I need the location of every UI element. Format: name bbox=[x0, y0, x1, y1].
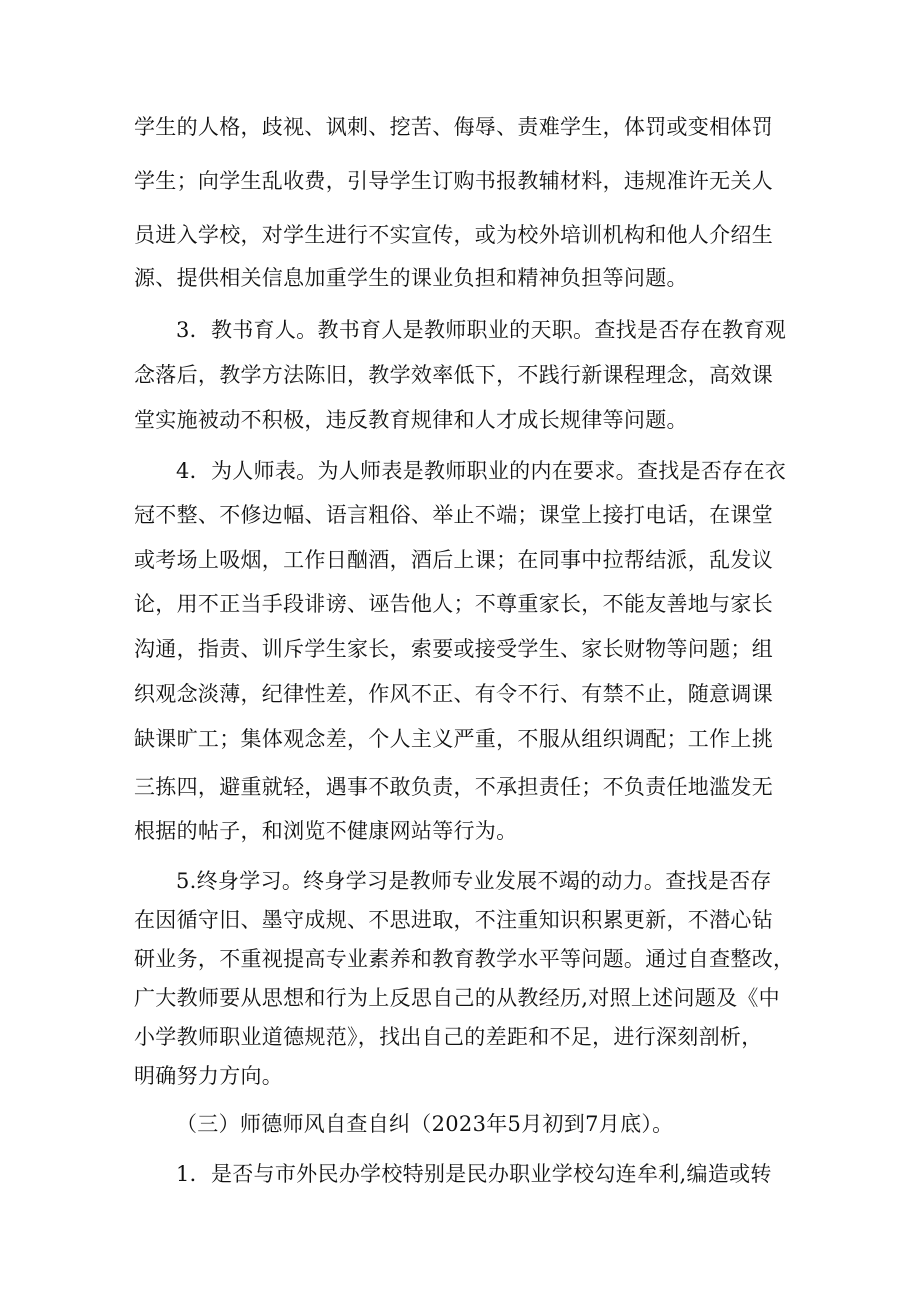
paragraph-line: 冠不整、不修边幅、语言粗俗、举止不端；课堂上接打电话，在课堂 bbox=[134, 503, 773, 527]
paragraph-line: 或考场上吸烟，工作日酗酒，酒后上课；在同事中拉帮结派，乱发议 bbox=[134, 548, 773, 572]
paragraph-line: 论，用不正当手段诽谤、诬告他人；不尊重家长，不能友善地与家长 bbox=[134, 592, 773, 616]
paragraph-line: 3．教书育人。教书育人是教师职业的天职。查找是否存在教育观 bbox=[176, 318, 787, 342]
paragraph-line: 4．为人师表。为人师表是教师职业的内在要求。查找是否存在衣 bbox=[176, 459, 787, 483]
paragraph-line: 员进入学校，对学生进行不实宣传，或为校外培训机构和他人介绍生 bbox=[134, 223, 773, 247]
paragraph-line: 研业务，不重视提高专业素养和教育教学水平等问题。通过自查整改， bbox=[134, 947, 795, 971]
paragraph-line: 三拣四，避重就轻，遇事不敢负责，不承担责任；不负责任地滥发无 bbox=[134, 775, 773, 799]
paragraph-line: 广大教师要从思想和行为上反思自己的从教经历,对照上述问题及《中 bbox=[134, 986, 780, 1010]
paragraph-line: 织观念淡薄，纪律性差，作风不正、有令不行、有禁不止，随意调课 bbox=[134, 682, 773, 706]
paragraph-line: 沟通，指责、训斥学生家长，索要或接受学生、家长财物等问题；组 bbox=[134, 637, 773, 661]
paragraph-line: 缺课旷工；集体观念差，个人主义严重，不服从组织调配；工作上挑 bbox=[134, 727, 773, 751]
paragraph-line: 根据的帖子，和浏览不健康网站等行为。 bbox=[134, 819, 518, 843]
paragraph-line: 学生的人格，歧视、讽刺、挖苦、侮辱、责难学生，体罚或变相体罚 bbox=[134, 115, 773, 139]
paragraph-line: 小学教师职业道德规范》，找出自己的差距和不足，进行深刻剖析， bbox=[134, 1025, 763, 1049]
paragraph-line: 念落后，教学方法陈旧，教学效率低下，不践行新课程理念，高效课 bbox=[134, 363, 773, 387]
paragraph-line: 学生；向学生乱收费，引导学生订购书报教辅材料，违规准许无关人 bbox=[134, 169, 773, 193]
paragraph-line: 堂实施被动不积极，违反教育规律和人才成长规律等问题。 bbox=[134, 408, 688, 432]
section-heading: （三）师德师风自查自纠（2023年5月初到7月底）。 bbox=[176, 1112, 674, 1136]
paragraph-line: 源、提供相关信息加重学生的课业负担和精神负担等问题。 bbox=[134, 266, 688, 290]
paragraph-line: 明确努力方向。 bbox=[134, 1064, 284, 1088]
paragraph-line: 5.终身学习。终身学习是教师专业发展不竭的动力。查找是否存 bbox=[176, 869, 772, 893]
paragraph-line: 1．是否与市外民办学校特别是民办职业学校勾连牟利,编造或转 bbox=[176, 1162, 772, 1186]
paragraph-line: 在因循守旧、墨守成规、不思进取，不注重知识积累更新，不潜心钻 bbox=[134, 908, 773, 932]
